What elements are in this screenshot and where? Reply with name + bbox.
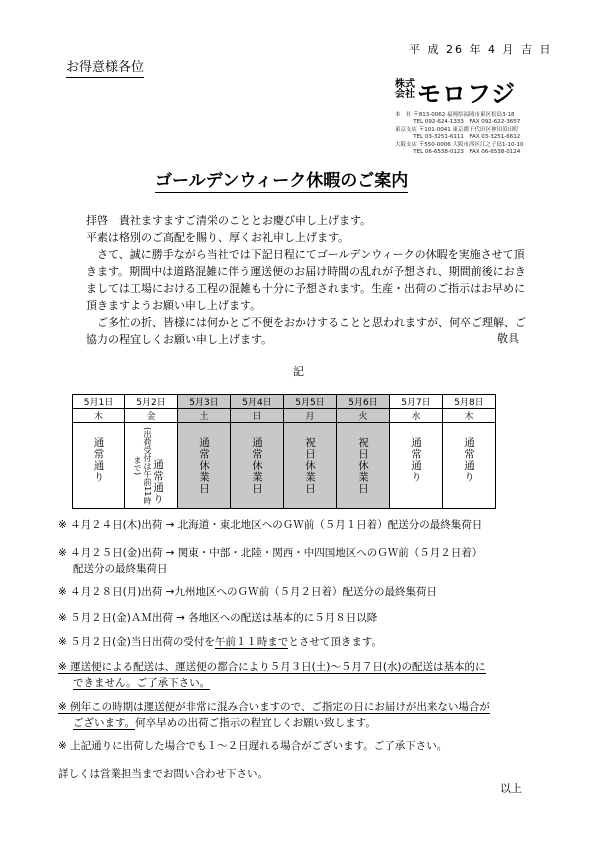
- address-line: TEL 03-3251-6111 FAX 03-3251-6612: [395, 134, 521, 140]
- main-paragraph: さて、誠に勝手ながら当社では下記日程にてゴールデンウィークの休暇を実施させて頂きます。期間中は道路混雑に伴う運送便のお届け時間の乱れが予想され、期間前後におきましては工場における工程の混雑も十分に予想されます。生産・出荷のご指示はお早めに頂きますようお願い申し上げます。: [86, 248, 526, 312]
- calendar-weekday: 土: [178, 409, 231, 423]
- letter-body: [86, 212, 526, 348]
- status-note: (出荷受付は午前11時まで): [133, 427, 152, 505]
- address-line: 本 社 〒813-0062 福岡県福岡市東区松島3-18: [395, 112, 515, 118]
- keigu: 敬具: [497, 332, 519, 345]
- note-item: [58, 659, 538, 691]
- holiday-calendar: [72, 394, 496, 509]
- note-underlined: ※ 例年この時期は運送便が非常に混み合いますので、ご指定の日にお届けが出来ない場合が: [58, 701, 490, 713]
- calendar-date: 5月8日: [443, 395, 496, 409]
- note-line: ※ ４月２５日(金)出荷 → 関東・中部・北陸・関西・中四国地区へのＧＷ前（５月２日着）: [58, 547, 483, 559]
- calendar-status: [390, 423, 443, 509]
- calendar-status: [73, 423, 125, 509]
- note-underlined: できません。ご了承下さい。: [73, 677, 211, 689]
- address-line: TEL 06-6538-0123 FAX 06-6538-0124: [395, 149, 521, 155]
- calendar-status: [178, 423, 231, 509]
- calendar-date: 5月2日: [125, 395, 178, 409]
- note-underlined: 午前１１時まで: [214, 636, 289, 648]
- status-text: 祝日休業日: [357, 437, 369, 495]
- status-text: 通常通り: [152, 459, 164, 505]
- contact-note: 詳しくは営業担当までお問い合わせ下さい。: [58, 768, 268, 780]
- note-text: ※ ５月２日(金)当日出荷の受付を: [58, 636, 215, 648]
- status-text: 通常休業日: [251, 437, 263, 495]
- status-text: 通常休業日: [198, 437, 210, 495]
- calendar-weekday: 火: [337, 409, 390, 423]
- issue-date: 平 成 26 年 4 月 吉 日: [409, 43, 553, 56]
- note-text: とさせて頂きます。: [288, 636, 382, 648]
- logo-kabushikigaisha: 株式会社: [395, 79, 415, 100]
- address-line: 大阪支店 〒550-0006 大阪市西区江之子島1-10-10: [395, 142, 524, 148]
- calendar-status: [337, 423, 390, 509]
- status-text: 祝日休業日: [304, 437, 316, 495]
- calendar-date: 5月4日: [231, 395, 284, 409]
- calendar-date: 5月5日: [284, 395, 337, 409]
- note-item: [58, 699, 538, 731]
- calendar-weekday: 日: [231, 409, 284, 423]
- status-text: 通常通り: [92, 437, 105, 483]
- calendar-date: 5月7日: [390, 395, 443, 409]
- note-item: [58, 634, 538, 650]
- calendar-weekday: 金: [125, 409, 178, 423]
- closing-paragraph: ご多忙の折、皆様には何かとご不便をおかけすることと思われますが、何卒ご理解、ご協力の程宜しくお願い申し上げます。: [86, 316, 526, 346]
- ijo: 以上: [500, 782, 522, 795]
- recipient: お得意様各位: [66, 60, 144, 78]
- note-text: 何卒早めの出荷ご指示の程宜しくお願い致します。: [135, 717, 376, 729]
- note-underlined: ございます。: [73, 717, 136, 729]
- note-item: [58, 545, 538, 577]
- note-underlined: ※ 運送便による配送は、運送便の都合により５月３日(土)～５月７日(水)の配送は基本的に: [58, 661, 486, 673]
- calendar-weekday: 水: [390, 409, 443, 423]
- document-title: ゴールデンウィーク休暇のご案内: [155, 171, 409, 191]
- calendar-weekday: 木: [443, 409, 496, 423]
- note-line: 配送分の最終集荷日: [73, 563, 168, 575]
- calendar-date: 5月1日: [73, 395, 125, 409]
- note-item: ※ ４月２８日(月)出荷 →九州地区へのＧＷ前（５月２日着）配送分の最終集荷日: [58, 586, 437, 598]
- calendar-status: [125, 423, 178, 509]
- address-line: 東京支店 〒101-0041 東京都千代田区神田須田町: [395, 127, 519, 133]
- address-line: TEL 092-624-1333 FAX 092-622-3657: [395, 119, 521, 125]
- calendar-status: [284, 423, 337, 509]
- logo-name: モロフジ: [417, 80, 517, 108]
- calendar-date: 5月3日: [178, 395, 231, 409]
- calendar-date: 5月6日: [337, 395, 390, 409]
- note-item: ※ 上記通りに出荷した場合でも１～２日遅れる場合がございます。ご了承下さい。: [58, 740, 448, 752]
- thanks: 平素は格別のご高配を賜り、厚くお礼申し上げます。: [86, 231, 350, 244]
- calendar-status: [443, 423, 496, 509]
- calendar-weekday: 月: [284, 409, 337, 423]
- status-text: 通常通り: [410, 437, 422, 483]
- note-item: ※ ４月２４日(木)出荷 → 北海道・東北地区へのＧＷ前（５月１日着）配送分の最終集荷日: [58, 519, 483, 531]
- note-item: ※ ５月２日(金)ＡＭ出荷 → 各地区への配送は基本的に５月８日以降: [58, 612, 378, 624]
- calendar-weekday: 木: [73, 409, 125, 423]
- status-text: 通常通り: [463, 437, 475, 483]
- greeting: 拝啓 貴社ますますご清栄のこととお慶び申し上げます。: [86, 214, 372, 227]
- ki-heading: 記: [293, 365, 304, 378]
- calendar-status: [231, 423, 284, 509]
